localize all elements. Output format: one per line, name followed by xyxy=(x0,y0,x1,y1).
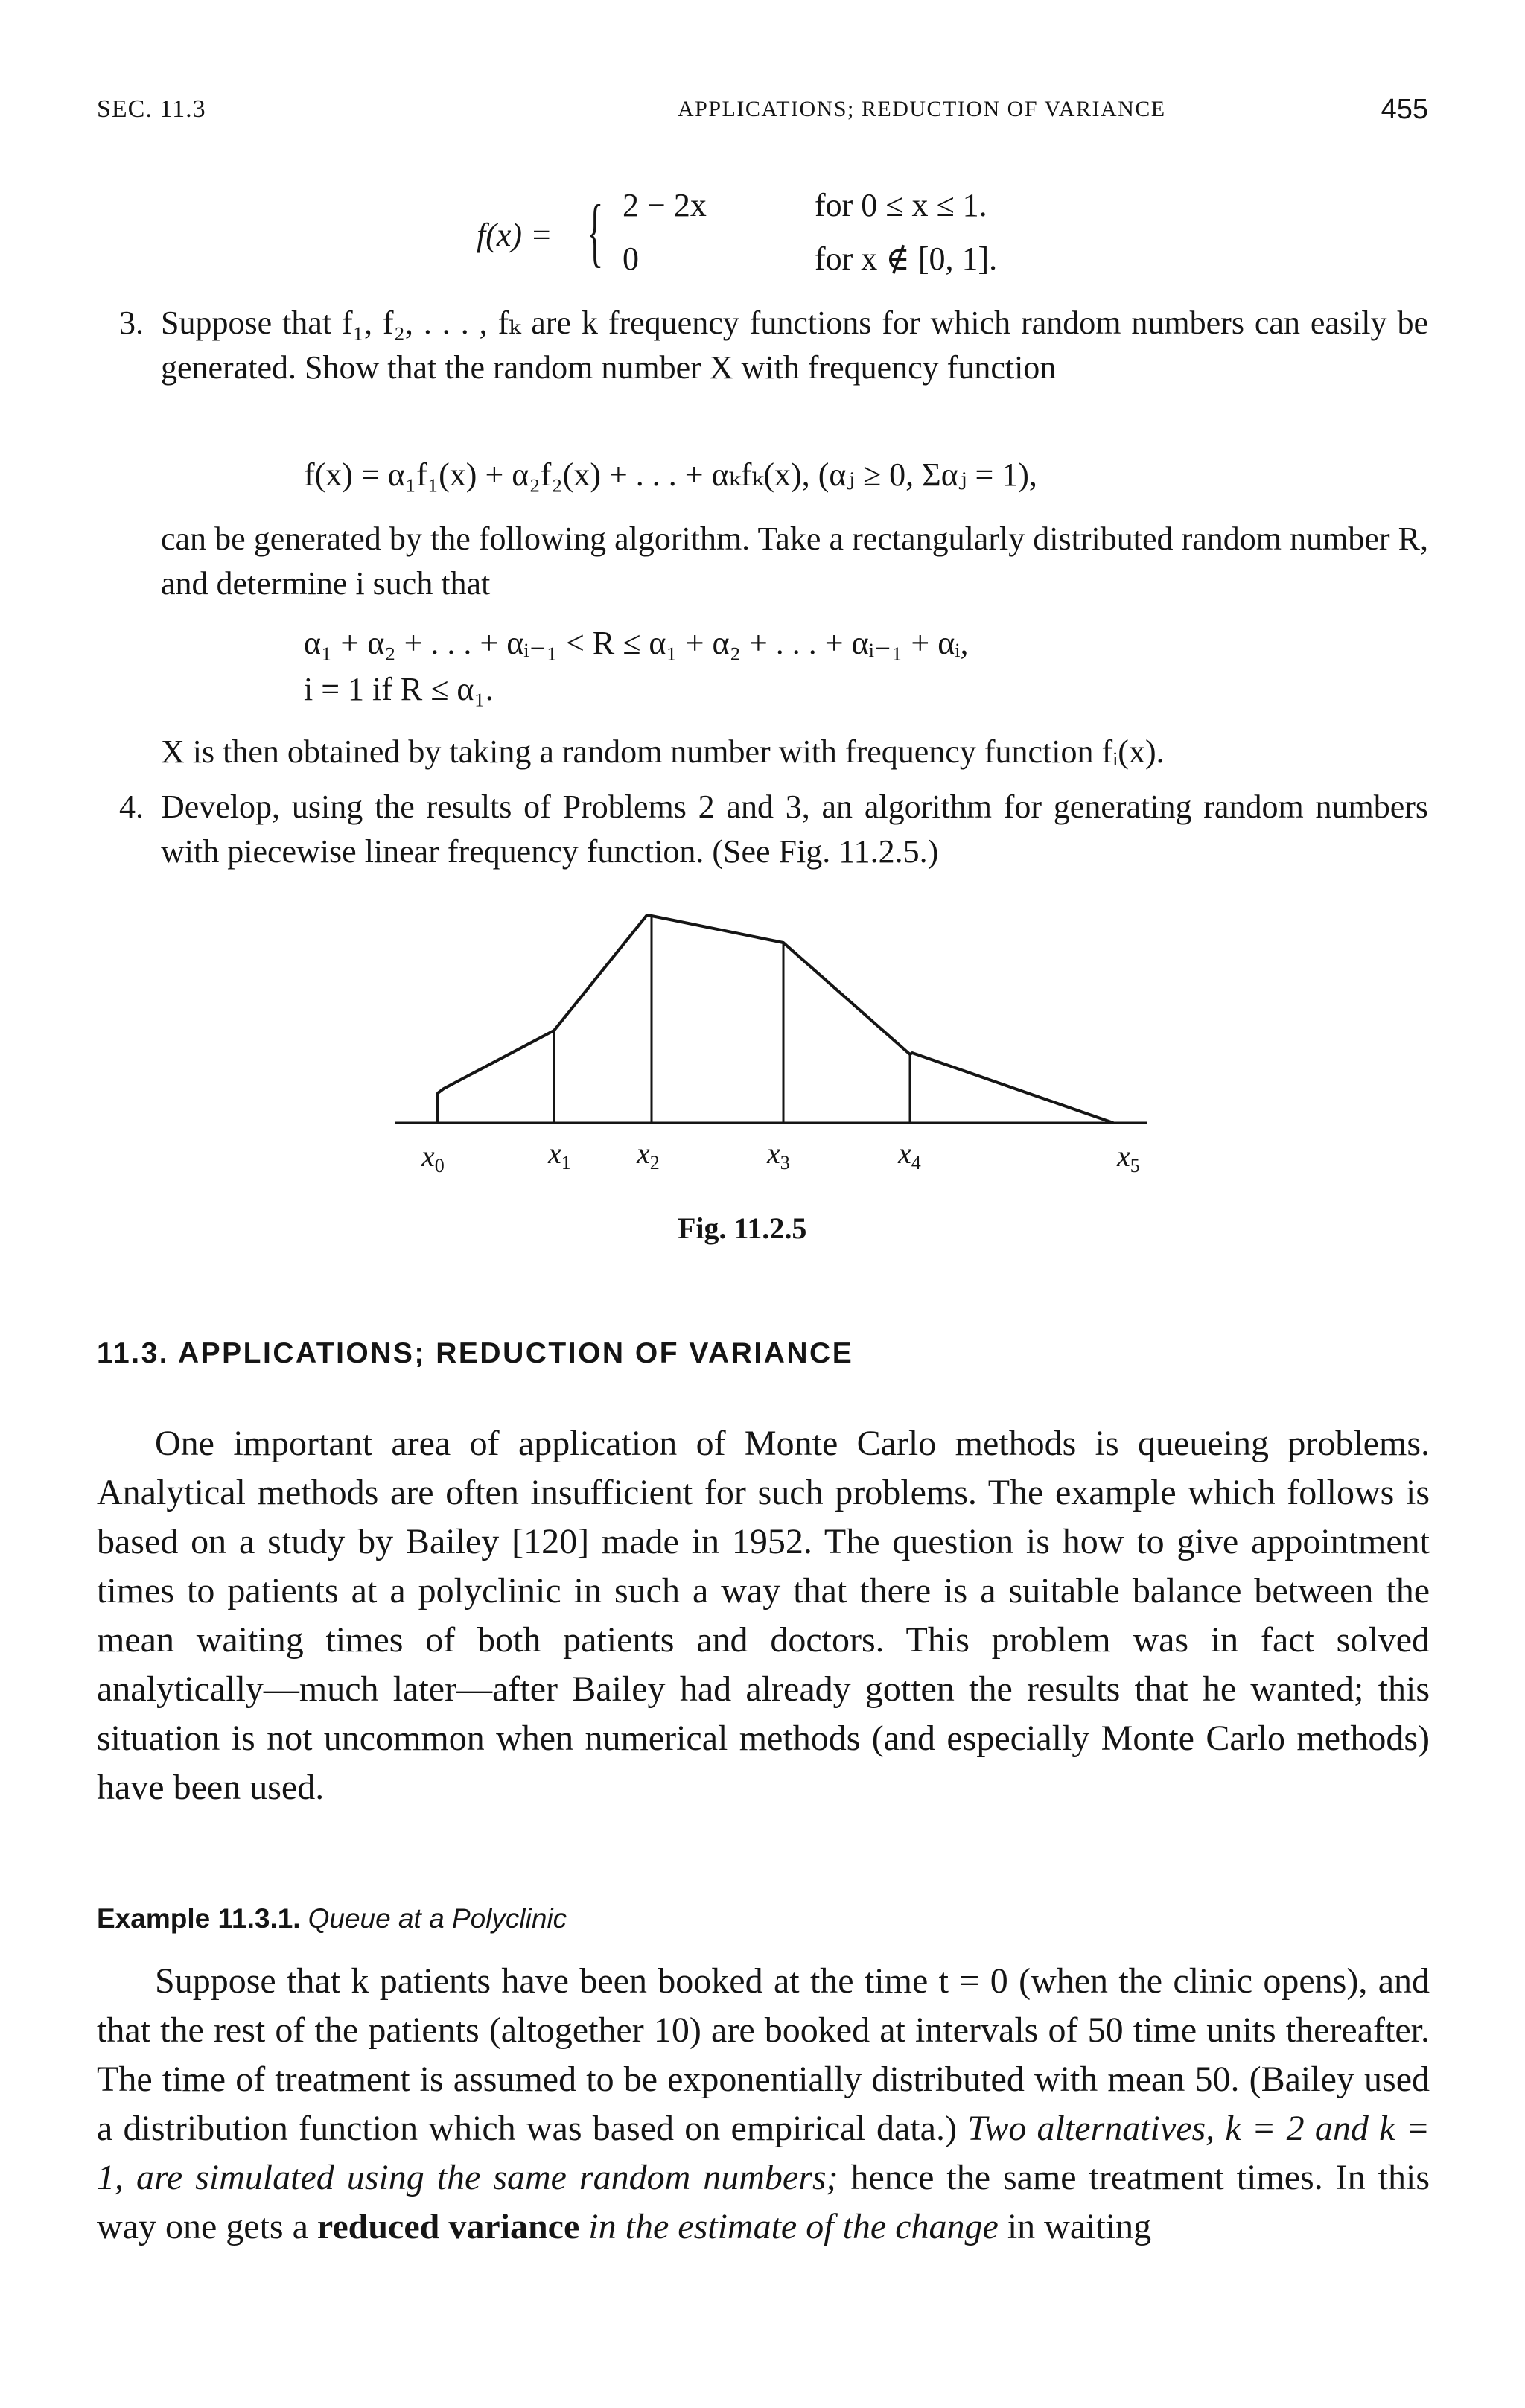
section-paragraph: One important area of application of Monte Carlo methods is queueing problems. Analytical methods are often insufficient for such problems. The example which follows is based on a study by Bailey [120] made in 1952. The question is how to give appointment times to patients at a polyclinic in such a way that there is a suitable balance between the mean waiting times of both patients and doctors. This problem was in fact solved analytically—much later—after Bailey had already gotten the results that he wanted; this situation is not uncommon when numerical methods (and especially Monte Carlo methods) have been used. xyxy=(97,1424,1430,1807)
example-title: Queue at a Polyclinic xyxy=(308,1903,567,1934)
figure-label-x3: $x_3$ xyxy=(767,1136,790,1173)
example-text-b: hence the same treatment times. In this way one gets a xyxy=(97,2158,1430,2246)
figure-label-x0: $x_0$ xyxy=(421,1139,445,1176)
example-text-italic: Two alternatives, k = 2 and k = 1, are simulated using the same random numbers; xyxy=(97,2109,1430,2197)
running-head-title: APPLICATIONS; REDUCTION OF VARIANCE xyxy=(678,97,1166,121)
equation-case2-expr: 0 xyxy=(623,241,639,277)
problem-4-number: 4. xyxy=(119,789,144,825)
figure-label-x4: $x_4$ xyxy=(898,1136,921,1173)
problem-3-equation: f(x) = α₁f₁(x) + α₂f₂(x) + . . . + αₖfₖ(x), (αⱼ ≥ 0, Σαⱼ = 1), xyxy=(304,456,1037,493)
equation-case1-expr: 2 − 2x xyxy=(623,187,707,223)
running-head xyxy=(97,95,1428,133)
figure-caption: Fig. 11.2.5 xyxy=(678,1211,807,1245)
figure-label-x2: $x_2$ xyxy=(637,1136,660,1173)
equation-brace: { xyxy=(587,189,604,275)
example-label: Example 11.3.1. xyxy=(97,1903,301,1934)
problem-3-number: 3. xyxy=(119,305,144,341)
equation-case2-cond: for x ∉ [0, 1]. xyxy=(815,241,998,277)
problem-3-condition-1: α₁ + α₂ + . . . + αᵢ₋₁ < R ≤ α₁ + α₂ + . . . + αᵢ₋₁ + αᵢ, xyxy=(304,625,969,661)
figure-curve xyxy=(438,916,1113,1123)
running-head-section: SEC. 11.3 xyxy=(97,95,206,123)
problem-3-text-2: can be generated by the following algorithm. Take a rectangularly distributed random number R, and determine i such that xyxy=(161,520,1428,602)
figure-label-x5: $x_5$ xyxy=(1117,1139,1140,1176)
section-heading: 11.3. APPLICATIONS; REDUCTION OF VARIANCE xyxy=(97,1337,854,1369)
problem-4-text: Develop, using the results of Problems 2 and 3, an algorithm for generating random numbers with piecewise linear frequency function. (See Fig. 11.2.5.) xyxy=(161,789,1428,870)
example-text-a: Suppose that k patients have been booked at the time t = 0 (when the clinic opens), and that the rest of the patients (altogether 10) are booked at intervals of 50 time units thereafter. The time of treatment is assumed to be exponentially distributed with mean 50. (Bailey used a distribution function which was based on empirical data.) xyxy=(97,1961,1430,2148)
example-text-bold: reduced variance xyxy=(316,2207,580,2246)
example-text-c: in waiting xyxy=(998,2207,1152,2246)
equation-case1-cond: for 0 ≤ x ≤ 1. xyxy=(815,187,987,223)
equation-lhs: f(x) = xyxy=(477,217,553,253)
problem-3-text: Suppose that f₁, f₂, . . . , fₖ are k frequency functions for which random numbers can easily be generated. Show that the random number X with frequency function xyxy=(161,305,1428,386)
figure-label-x1: $x_1$ xyxy=(548,1136,571,1173)
problem-3-condition-2: i = 1 if R ≤ α₁. xyxy=(304,671,494,707)
problem-3-text-3: X is then obtained by taking a random number with frequency function fᵢ(x). xyxy=(161,733,1165,770)
example-heading xyxy=(97,1903,567,1934)
example-paragraph xyxy=(97,1957,1430,2252)
example-text-italic-2: in the estimate of the change xyxy=(579,2207,999,2246)
page-number: 455 xyxy=(1381,94,1428,125)
